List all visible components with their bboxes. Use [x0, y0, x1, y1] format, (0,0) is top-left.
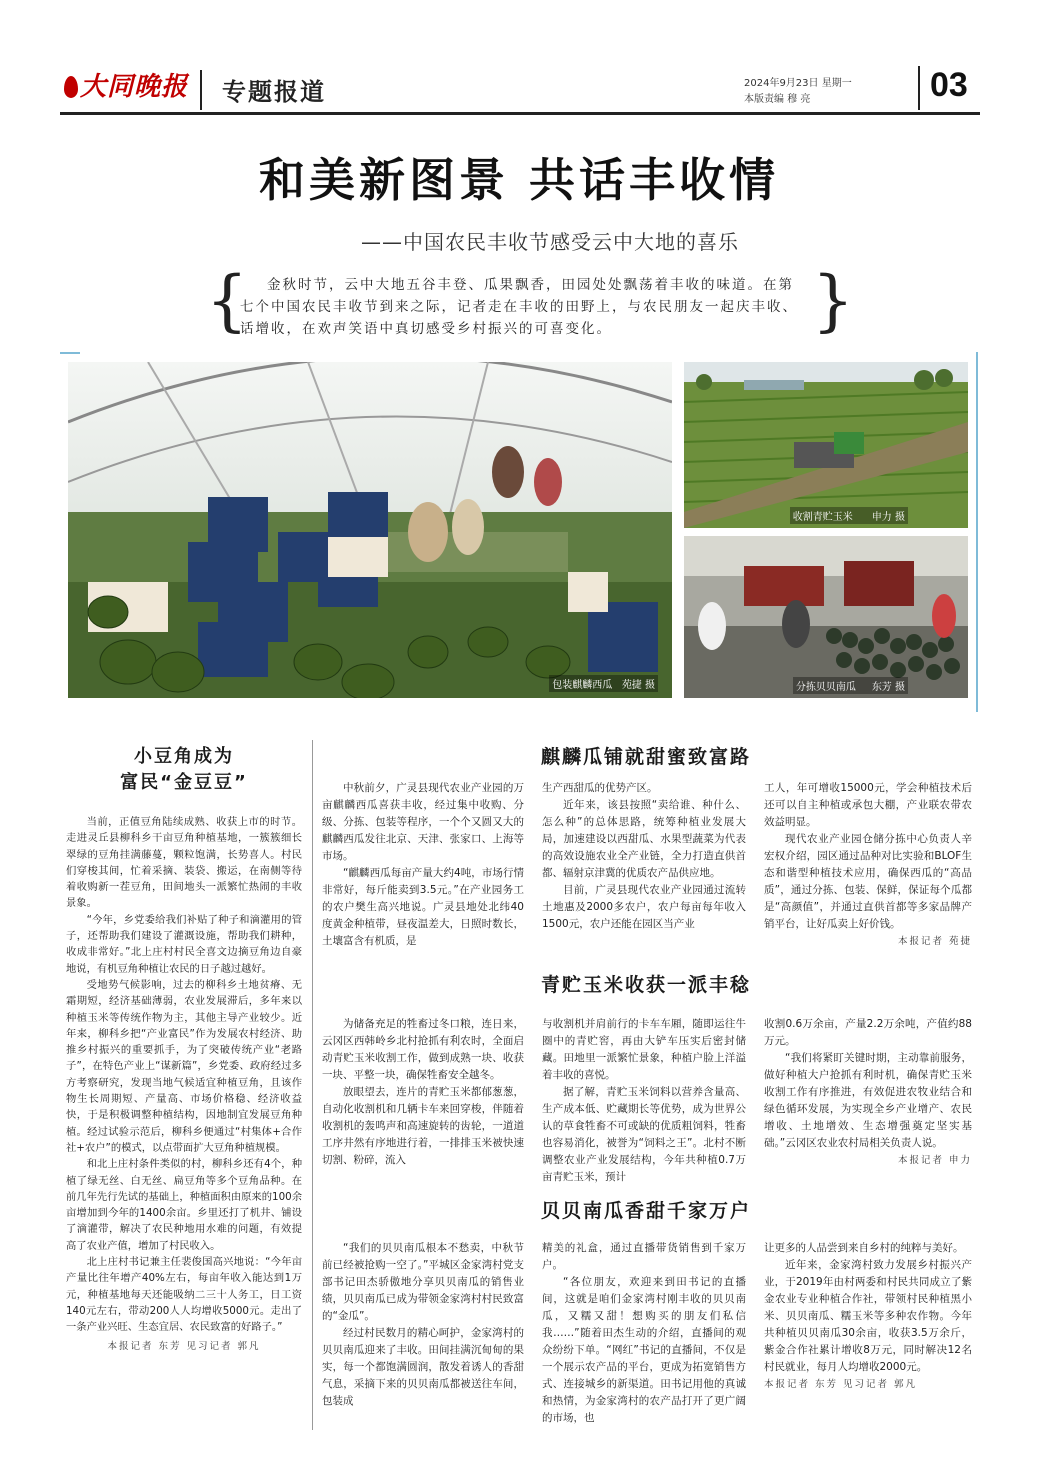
- photo-watermelon-greenhouse: [68, 362, 672, 698]
- article-pumpkin-col2: 精美的礼盒，通过直播带货销售到千家万户。 “各位朋友，欢迎来到田书记的直播间，这就是咱们金家湾村刚丰收的贝贝南瓜，又糯又甜！想购买的朋友们私信我……”随着田杰生动的介绍，直播间的观众纷纷下单。“网红”书记的直播间，不仅是一个展示农产品的平台，更成为拓宽销售方式、连接城乡的新渠道。田书记用他的真诚和热情，为金家湾村的农产品打开了更广阔的市场，也: [542, 1242, 746, 1424]
- article-beans: [66, 744, 302, 1352]
- header-rule: [60, 112, 980, 115]
- article-melon-col2: 生产西甜瓜的优势产区。 近年来，该县按照“卖给谁、种什么、怎么种”的总体思路，统筹种植业发展大局，加速建设以西甜瓜、水果型蔬菜为代表的高效设施农业全产业链，全力打造直供首都、辐射京津冀的优质农产品供应地。 目前，广灵县现代农业产业园通过流转土地惠及2000多农户，农户每亩每年收入1500元，农户还能在园区当产业: [542, 782, 746, 930]
- page-number-divider: [918, 66, 920, 110]
- article-corn-col2: 与收割机并肩前行的卡车车厢，随即运往牛圈中的青贮窖，再由大铲车压实后密封储藏。田地里一派繁忙景象，种植户脸上洋溢着丰收的喜悦。 据了解，青贮玉米饲料以营养含量高、生产成本低、贮藏期长等优势，成为世界公认的草食牲畜不可或缺的优质粗饲料，牲畜也容易消化，被誉为“饲料之王”。北村不断调整农业产业发展结构，今年共种植0.7万亩青贮玉米，预计: [542, 1018, 746, 1183]
- right-brace-ornament: }: [812, 262, 854, 339]
- photo-corn-harvest: [684, 362, 968, 528]
- page-editor: 本版责编 穆 亮: [744, 94, 811, 105]
- article-pumpkin-byline: 本报记者 东芳 见习记者 郭凡: [764, 1379, 918, 1390]
- column-divider: [312, 740, 313, 1430]
- article-beans-body: 当前，正值豆角陆续成熟、收获上市的时节。走进灵丘县柳科乡干亩豆角种植基地，一簇簇细长翠绿的豆角挂满藤蔓，颗粒饱满，长势喜人。村民们穿梭其间，忙着采摘、装袋、搬运，在南侧等待着收购新一茬豆角，田间地头一派繁忙热闹的丰收景象。 “今年，乡党委给我们补贴了种子和滴灌用的管子，还帮助我们建设了灌溉设施，帮助我们耕种，收成非常好。”北上庄村村民全喜文边摘豆角边自豪地说，有机豆角种植让农民的日子越过越好。 受地势气候影响，过去的柳科乡土地贫瘠、无霜期短，经济基础薄弱，农业发展滞后，多年来以种植玉米等传统作物为主，其他主导产业较少。近年来，柳科乡把“产业富民”作为发展农村经济、助推乡村振兴的重要抓手，为了突破传统产业“老路子”，在特色产业上“谋新篇”，乡党委、政府经过多方考察研究，发现当地气候适宜种植豆角，且该作物生长周期短、产量高、市场价格稳、经济收益快，于是积极调整种植结构，因地制宜发展豆角种植。经过试验示范后，柳科乡便通过“村集体+合作社+农户”的模式，以点带面扩大豆角种植规模。 和北上庄村条件类似的村，柳科乡还有4个，种植了绿无丝、白无丝、扁豆角等多个豆角品种。在前几年先行先试的基础上，种植面积由原来的100余亩增加到今年的1400余亩。乡里还打了机井、铺设了滴灌带，解决了农民种地用水难的问题，有效提高了农业产值，增加了村民收入。 北上庄村书记兼主任裴俊国高兴地说：“今年亩产量比往年增产40%左右，每亩年收入能达到1万元，种植基地每天还能吸纳二三十人务工，日工资140元左右，带动200人人均增收5000元。走出了一条产业兴旺、生态宜居、农民致富的好路子。”: [66, 816, 302, 1334]
- flame-logo-icon: [64, 76, 78, 98]
- photo-caption-corn: 收割青贮玉米 申力 摄: [790, 507, 908, 524]
- pumpkin-sorting-illustration: [684, 536, 968, 698]
- corn-harvest-illustration: [684, 362, 968, 528]
- article-pumpkin-title: 贝贝南瓜香甜千家万户: [540, 1200, 751, 1222]
- article-melon-byline: 本报记者 苑捷: [897, 936, 972, 947]
- masthead: [60, 62, 190, 112]
- issue-date: 2024年9月23日 星期一: [744, 78, 852, 89]
- issue-info: [744, 76, 852, 108]
- intro-text: 金秋时节，云中大地五谷丰登、瓜果飘香，田园处处飘荡着丰收的味道。在第七个中国农民丰收节到来之际，记者走在丰收的田野上，与农民朋友一起庆丰收、话增收，在欢声笑语中真切感受乡村振兴的可喜变化。: [240, 277, 798, 337]
- article-pumpkin-col3: 让更多的人品尝到来自乡村的纯粹与美好。 近年来，金家湾村致力发展乡村振兴产业，于2019年由村两委和村民共同成立了紫金农业专业种植合作社，带领村民种植黑小米、贝贝南瓜、糯玉米等多种农作物。今年共种植贝贝南瓜30余亩，收获3.5万余斤，紫金合作社累计增收8万元，同时解决12名村民就业，每月人均增收2000元。 本报记者 东芳 见习记者 郭凡: [764, 1240, 972, 1393]
- left-brace-ornament: {: [206, 262, 248, 339]
- article-beans-byline: 本报记者 东芳 见习记者 郭凡: [107, 1340, 261, 1352]
- article-pumpkin-col1: “我们的贝贝南瓜根本不愁卖，中秋节前已经被抢购一空了。”平城区金家湾村党支部书记田杰骄傲地分享贝贝南瓜的销售业绩，贝贝南瓜已成为带领金家湾村村民致富的“金瓜”。 经过村民数月的精心呵护，金家湾村的贝贝南瓜迎来了丰收。田间挂满沉甸甸的果实，每一个都饱满圆润，散发着诱人的香甜气息，采摘下来的贝贝南瓜都被送往车间，包装成: [322, 1242, 524, 1407]
- article-beans-title: 小豆角成为 富民“金豆豆”: [120, 746, 248, 793]
- page-number: 03: [930, 66, 968, 104]
- photo-caption-watermelon: 包装麒麟西瓜 苑捷 摄: [549, 675, 658, 692]
- header-divider: [200, 70, 202, 110]
- photo-frame-corner: [60, 352, 80, 354]
- article-melon-title: 麒麟瓜铺就甜蜜致富路: [540, 746, 751, 768]
- section-name: 专题报道: [222, 77, 326, 106]
- article-melon-col1: 中秋前夕，广灵县现代农业产业园的万亩麒麟西瓜喜获丰收，经过集中收购、分级、分拣、包装等程序，一个个又圆又大的麒麟西瓜发往北京、天津、张家口、上海等市场。 “麒麟西瓜每亩产量大约4吨，市场行情非常好，每斤能卖到3.5元。”在产业园务工的农户樊生高兴地说。广灵县地处北纬40度黄金种植带，昼夜温差大，日照时数长，土壤富含有机质，是: [322, 782, 524, 947]
- photo-frame-edge: [976, 352, 978, 712]
- photo-caption-pumpkin: 分拣贝贝南瓜 东芳 摄: [793, 677, 908, 694]
- article-corn-title: 青贮玉米收获一派丰稔: [540, 974, 751, 996]
- article-corn-col3: 收割0.6万余亩，产量2.2万余吨，产值约88万元。 “我们将紧盯关键时期，主动靠前服务，做好种植大户抢抓有利时机，确保青贮玉米收割工作有序推进，有效促进农牧业结合和绿色循环发展，为实现全乡产业增产、农民增收、土地增效、生态增强奠定坚实基础。”云冈区农业农村局相关负责人说。 本报记者 申力: [764, 1016, 972, 1169]
- masthead-title: 大同晚报: [80, 72, 189, 102]
- sub-headline: ——中国农民丰收节感受云中大地的喜乐: [361, 230, 739, 254]
- article-corn-col1: 为储备充足的牲畜过冬口粮，连日来，云冈区西韩岭乡北村抢抓有利农时，全面启动青贮玉米收割工作，做到成熟一块、收获一块、平整一块，确保牲畜安全越冬。 放眼望去，连片的青贮玉米都郁葱葱，自动化收割机和几辆卡车来回穿梭，伴随着收割机的轰鸣声和高速旋转的齿轮，一道道工序井然有序地进行着，一排排玉米被快速切割、粉碎，流入: [322, 1018, 524, 1166]
- greenhouse-illustration: [68, 362, 672, 698]
- photo-pumpkin-sorting: [684, 536, 968, 698]
- main-headline: 和美新图景 共话丰收情: [258, 153, 779, 207]
- article-corn-byline: 本报记者 申力: [897, 1155, 972, 1166]
- article-melon-col3: 工人，年可增收15000元，学会种植技术后还可以自主种植或承包大棚，产业联农带农效益明显。 现代农业产业园仓储分拣中心负责人辛宏权介绍，园区通过品种对比实验和BLOF生态和谐型种植技术应用，确保西瓜的“高品质”，通过分拣、包装、保鲜，保证每个瓜都是“高颜值”，并通过直供首都等多家品牌产销平台，让好瓜卖上好价钱。 本报记者 苑捷: [764, 780, 972, 950]
